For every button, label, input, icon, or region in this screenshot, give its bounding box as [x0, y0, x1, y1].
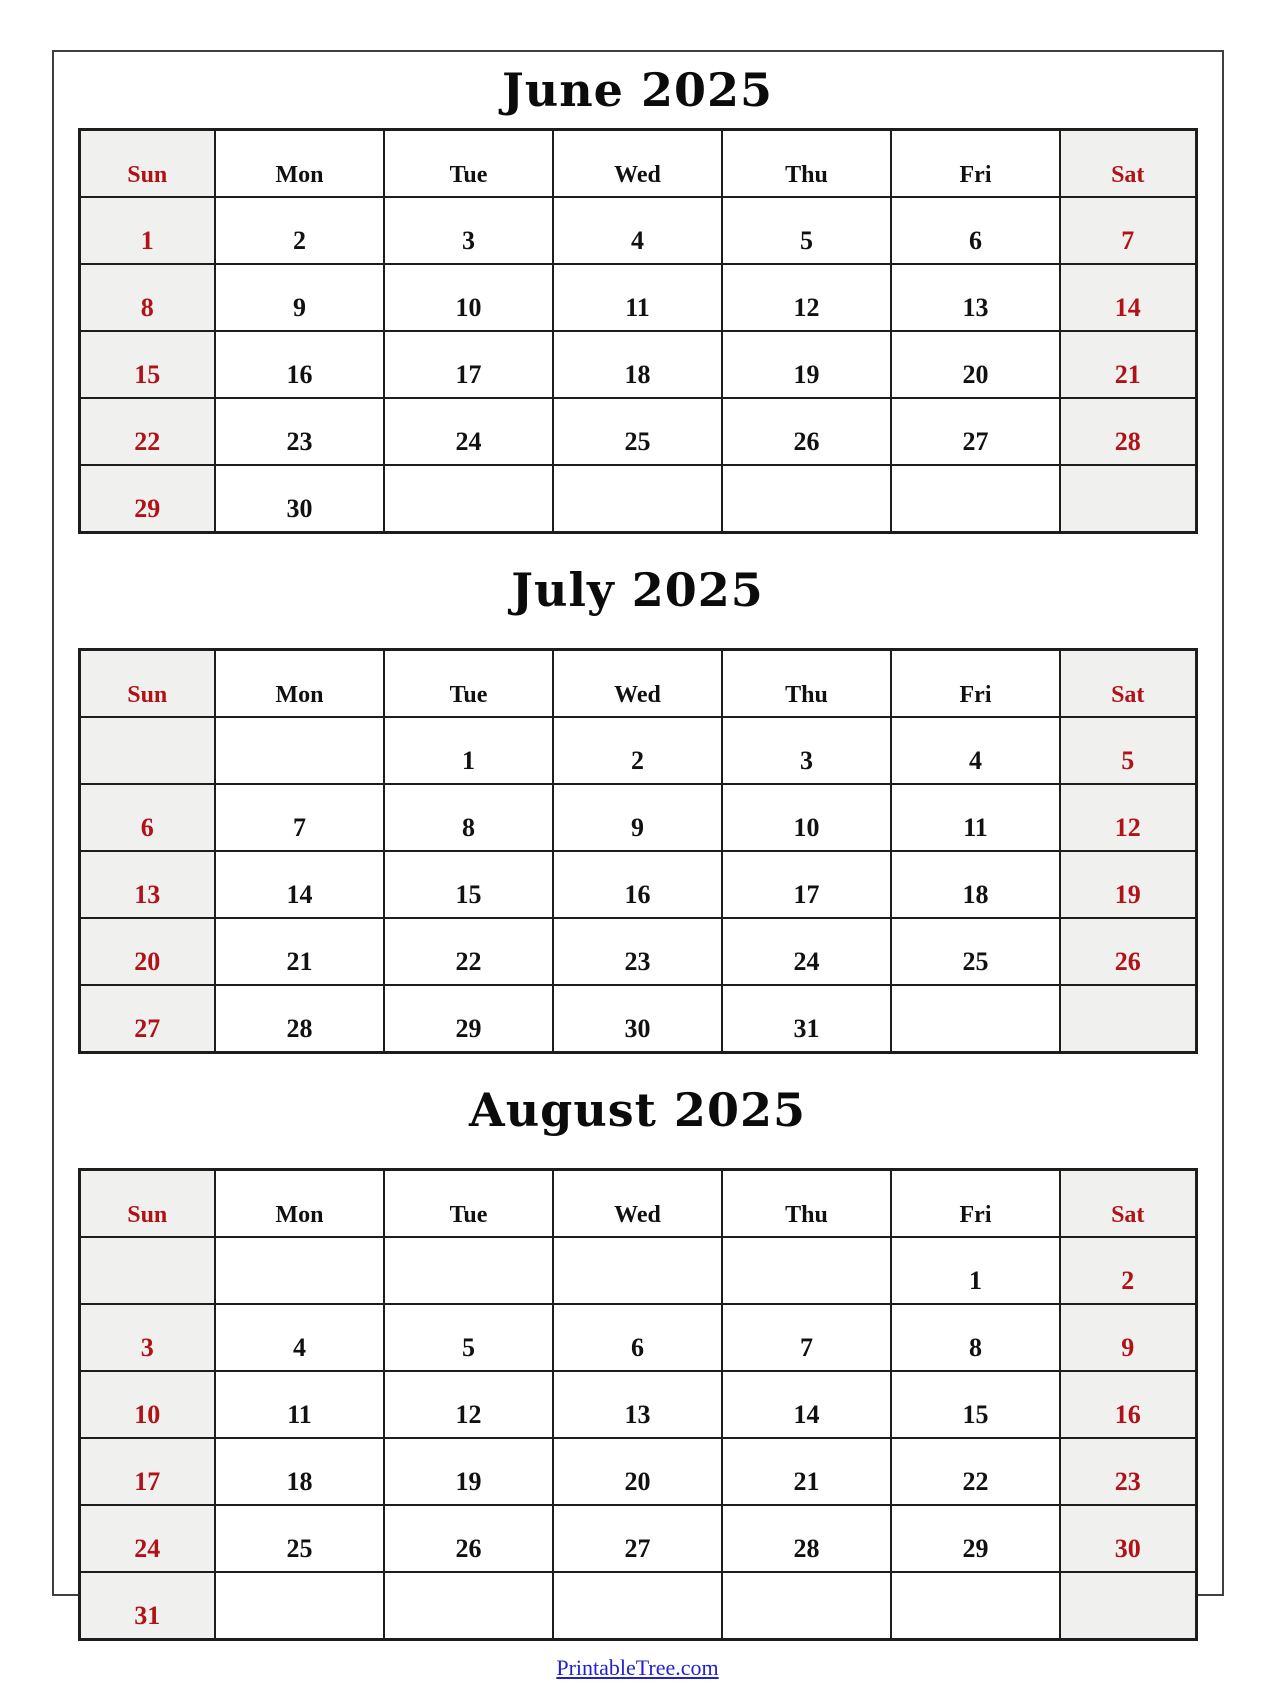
weekday-header-wed: Wed: [553, 1170, 722, 1238]
day-cell-empty: [553, 1572, 722, 1640]
weekday-header-thu: Thu: [722, 1170, 891, 1238]
day-cell: 9: [553, 784, 722, 851]
day-cell-empty: [553, 465, 722, 533]
day-cell: 20: [891, 331, 1060, 398]
weekday-header-thu: Thu: [722, 650, 891, 718]
day-cell: 3: [79, 1304, 215, 1371]
day-cell: 3: [384, 197, 553, 264]
weekday-header-fri: Fri: [891, 650, 1060, 718]
day-cell: 20: [79, 918, 215, 985]
day-cell: 17: [722, 851, 891, 918]
weekday-header-row: [79, 1170, 1196, 1238]
day-cell: 29: [891, 1505, 1060, 1572]
day-cell: 25: [215, 1505, 384, 1572]
week-row: [79, 851, 1196, 918]
day-cell: 30: [1060, 1505, 1196, 1572]
day-cell: 3: [722, 717, 891, 784]
day-cell: 8: [79, 264, 215, 331]
day-cell: 1: [384, 717, 553, 784]
day-cell: 8: [891, 1304, 1060, 1371]
day-cell: 1: [79, 197, 215, 264]
day-cell: 4: [215, 1304, 384, 1371]
day-cell: 13: [891, 264, 1060, 331]
day-cell: 8: [384, 784, 553, 851]
day-cell: 10: [79, 1371, 215, 1438]
day-cell-empty: [722, 465, 891, 533]
day-cell: 18: [891, 851, 1060, 918]
day-cell-empty: [553, 1237, 722, 1304]
month-table: [78, 1168, 1198, 1641]
weekday-header-mon: Mon: [215, 650, 384, 718]
weekday-header-tue: Tue: [384, 130, 553, 198]
day-cell: 11: [891, 784, 1060, 851]
day-cell-empty: [79, 1237, 215, 1304]
weekday-header-thu: Thu: [722, 130, 891, 198]
day-cell-empty: [722, 1572, 891, 1640]
day-cell: 10: [722, 784, 891, 851]
footer: [54, 1641, 1222, 1681]
footer-link[interactable]: PrintableTree.com: [556, 1655, 719, 1680]
week-row: [79, 717, 1196, 784]
weekday-header-fri: Fri: [891, 1170, 1060, 1238]
day-cell: 19: [722, 331, 891, 398]
day-cell: 27: [891, 398, 1060, 465]
weekday-header-sun: Sun: [79, 1170, 215, 1238]
day-cell: 5: [722, 197, 891, 264]
day-cell: 14: [1060, 264, 1196, 331]
weekday-header-sun: Sun: [79, 130, 215, 198]
day-cell: 14: [215, 851, 384, 918]
day-cell: 30: [553, 985, 722, 1053]
day-cell: 4: [891, 717, 1060, 784]
day-cell: 24: [79, 1505, 215, 1572]
weekday-header-mon: Mon: [215, 1170, 384, 1238]
day-cell: 2: [1060, 1237, 1196, 1304]
month-table: [78, 648, 1198, 1054]
weekday-header-sat: Sat: [1060, 1170, 1196, 1238]
weekday-header-tue: Tue: [384, 650, 553, 718]
day-cell: 31: [722, 985, 891, 1053]
day-cell: 11: [215, 1371, 384, 1438]
month-section: [54, 1054, 1222, 1641]
day-cell: 7: [215, 784, 384, 851]
day-cell: 12: [384, 1371, 553, 1438]
weekday-header-sat: Sat: [1060, 650, 1196, 718]
week-row: [79, 985, 1196, 1053]
day-cell: 17: [79, 1438, 215, 1505]
day-cell: 6: [891, 197, 1060, 264]
day-cell: 1: [891, 1237, 1060, 1304]
day-cell-empty: [722, 1237, 891, 1304]
day-cell: 6: [79, 784, 215, 851]
day-cell-empty: [79, 717, 215, 784]
day-cell: 23: [215, 398, 384, 465]
day-cell: 26: [1060, 918, 1196, 985]
weekday-header-row: [79, 650, 1196, 718]
day-cell: 23: [553, 918, 722, 985]
day-cell: 12: [1060, 784, 1196, 851]
week-row: [79, 1572, 1196, 1640]
week-row: [79, 1304, 1196, 1371]
day-cell-empty: [384, 465, 553, 533]
weekday-header-tue: Tue: [384, 1170, 553, 1238]
day-cell: 26: [384, 1505, 553, 1572]
weekday-header-wed: Wed: [553, 650, 722, 718]
day-cell: 6: [553, 1304, 722, 1371]
day-cell: 22: [79, 398, 215, 465]
day-cell-empty: [891, 985, 1060, 1053]
day-cell: 12: [722, 264, 891, 331]
week-row: [79, 264, 1196, 331]
day-cell: 21: [722, 1438, 891, 1505]
day-cell: 11: [553, 264, 722, 331]
day-cell: 30: [215, 465, 384, 533]
day-cell: 15: [79, 331, 215, 398]
day-cell: 18: [215, 1438, 384, 1505]
day-cell: 25: [891, 918, 1060, 985]
day-cell: 31: [79, 1572, 215, 1640]
week-row: [79, 1505, 1196, 1572]
day-cell-empty: [1060, 1572, 1196, 1640]
weekday-header-fri: Fri: [891, 130, 1060, 198]
day-cell: 23: [1060, 1438, 1196, 1505]
day-cell: 22: [384, 918, 553, 985]
week-row: [79, 1438, 1196, 1505]
week-row: [79, 398, 1196, 465]
week-row: [79, 784, 1196, 851]
day-cell: 21: [215, 918, 384, 985]
day-cell: 20: [553, 1438, 722, 1505]
day-cell: 28: [1060, 398, 1196, 465]
page-frame: [52, 50, 1224, 1680]
weekday-header-sat: Sat: [1060, 130, 1196, 198]
weekday-header-sun: Sun: [79, 650, 215, 718]
day-cell: 29: [79, 465, 215, 533]
day-cell: 7: [1060, 197, 1196, 264]
day-cell: 15: [384, 851, 553, 918]
month-table: [78, 128, 1198, 534]
day-cell: 21: [1060, 331, 1196, 398]
day-cell: 28: [215, 985, 384, 1053]
month-section: [54, 534, 1222, 1054]
day-cell: 18: [553, 331, 722, 398]
day-cell: 9: [1060, 1304, 1196, 1371]
week-row: [79, 1237, 1196, 1304]
day-cell: 28: [722, 1505, 891, 1572]
day-cell: 7: [722, 1304, 891, 1371]
day-cell-empty: [384, 1237, 553, 1304]
day-cell: 16: [215, 331, 384, 398]
day-cell: 27: [79, 985, 215, 1053]
day-cell: 5: [384, 1304, 553, 1371]
day-cell-empty: [215, 717, 384, 784]
day-cell: 24: [384, 398, 553, 465]
month-title: August 2025: [469, 1083, 806, 1137]
day-cell: 5: [1060, 717, 1196, 784]
day-cell: 15: [891, 1371, 1060, 1438]
day-cell-empty: [215, 1572, 384, 1640]
week-row: [79, 197, 1196, 264]
day-cell: 16: [1060, 1371, 1196, 1438]
week-row: [79, 918, 1196, 985]
week-row: [79, 465, 1196, 533]
day-cell-empty: [215, 1237, 384, 1304]
day-cell: 13: [79, 851, 215, 918]
day-cell: 9: [215, 264, 384, 331]
day-cell: 2: [215, 197, 384, 264]
day-cell: 10: [384, 264, 553, 331]
day-cell: 19: [384, 1438, 553, 1505]
day-cell-empty: [1060, 985, 1196, 1053]
day-cell: 16: [553, 851, 722, 918]
day-cell-empty: [891, 1572, 1060, 1640]
day-cell: 26: [722, 398, 891, 465]
day-cell: 22: [891, 1438, 1060, 1505]
day-cell: 19: [1060, 851, 1196, 918]
week-row: [79, 1371, 1196, 1438]
day-cell: 4: [553, 197, 722, 264]
day-cell: 27: [553, 1505, 722, 1572]
weekday-header-wed: Wed: [553, 130, 722, 198]
day-cell: 25: [553, 398, 722, 465]
month-section: [54, 52, 1222, 534]
day-cell: 24: [722, 918, 891, 985]
week-row: [79, 331, 1196, 398]
weekday-header-row: [79, 130, 1196, 198]
day-cell-empty: [891, 465, 1060, 533]
month-title: July 2025: [511, 563, 764, 617]
day-cell: 29: [384, 985, 553, 1053]
month-title: June 2025: [502, 63, 773, 117]
months-container: [54, 52, 1222, 1641]
day-cell: 2: [553, 717, 722, 784]
day-cell: 14: [722, 1371, 891, 1438]
day-cell: 17: [384, 331, 553, 398]
day-cell-empty: [1060, 465, 1196, 533]
day-cell: 13: [553, 1371, 722, 1438]
weekday-header-mon: Mon: [215, 130, 384, 198]
day-cell-empty: [384, 1572, 553, 1640]
